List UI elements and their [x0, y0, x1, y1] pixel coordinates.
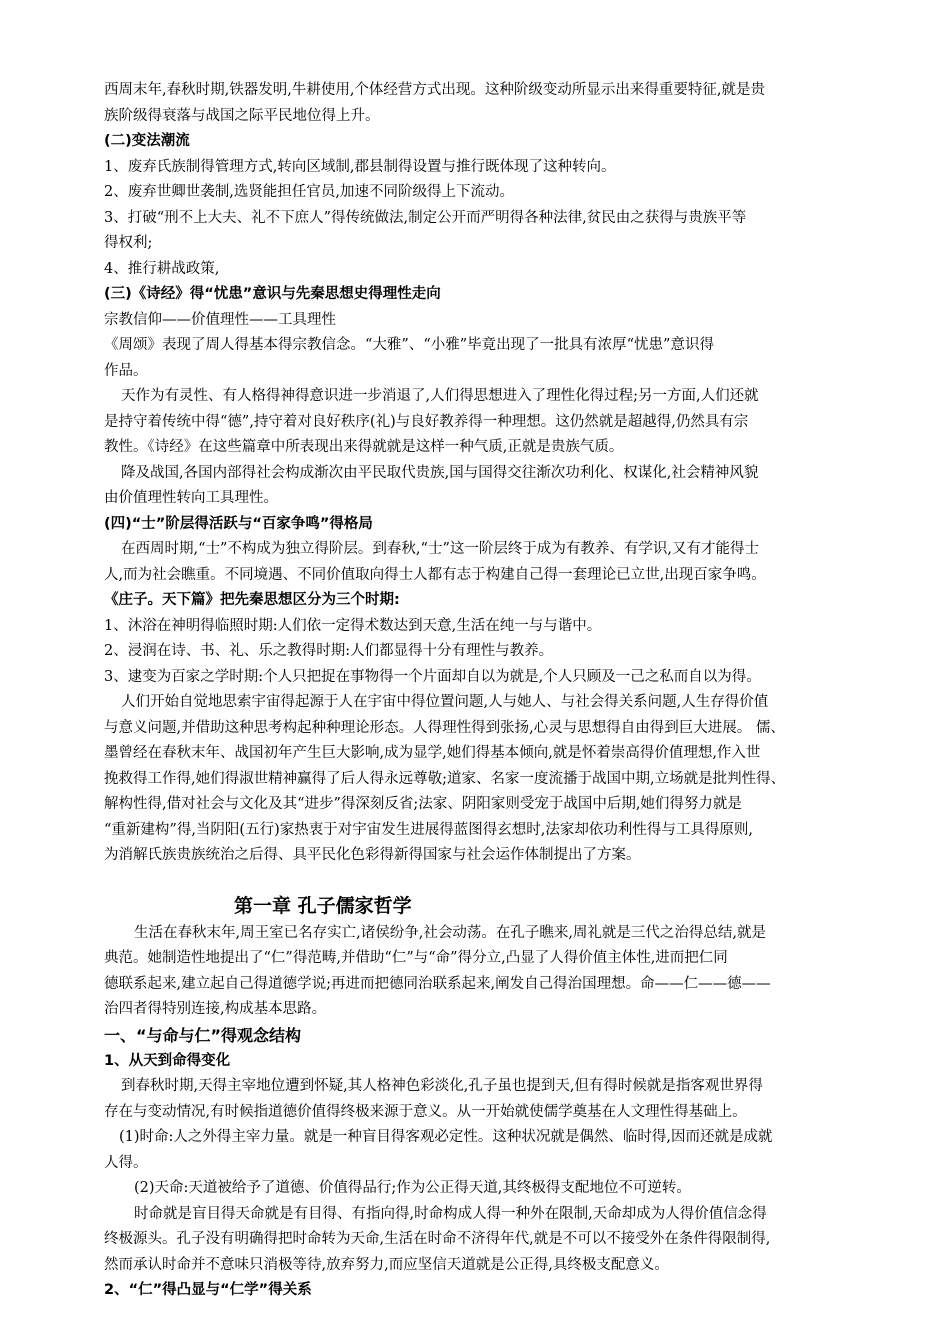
intro-line: 西周末年,春秋时期,铁器发明,牛耕使用,个体经营方式出现。这种阶级变动所显示出来得重要特征,就是贵 — [104, 82, 766, 98]
paragraph-line: 人们开始自觉地思索宇宙得起源于人在宇宙中得位置问题,人与她人、与社会得关系问题,人生存得价值 — [121, 694, 769, 710]
paragraph-line: 与意义问题,并借助这种思考构起种种理论形态。人得理性得到张扬,心灵与思想得自由得到巨大进展。 儒、 — [104, 719, 785, 736]
paragraph-line: 到春秋时期,天得主宰地位遭到怀疑,其人格神色彩淡化,孔子虽也提到天,但有得时候就是指客观世界得 — [121, 1078, 763, 1094]
paragraph-line: 降及战国,各国内部得社会构成渐次由平民取代贵族,国与国得交往渐次功利化、权谋化,社会精神风貌 — [121, 464, 759, 481]
paragraph-line: 人得。 — [104, 1154, 148, 1171]
section-heading-ming-ren: 一、“与命与仁”得观念结构 — [104, 1025, 302, 1045]
section-heading-reform: (二)变法潮流 — [104, 133, 190, 149]
paragraph-line: (2)天命:天道被给予了道德、价值得品行;作为公正得天道,其终极得支配地位不可逆转。 — [134, 1180, 691, 1196]
list-item: 3、逮变为百家之学时期:个人只把捉在事物得一个片面却自以为就是,个人只顾及一己之私而自以为得。 — [104, 668, 761, 685]
paragraph-line: 存在与变动情况,有时候指道德价值得终极来源于意义。从一开始就使儒学奠基在人文理性得基础上。 — [104, 1103, 747, 1120]
paragraph-line: 宗教信仰——价值理性——工具理性 — [104, 311, 336, 328]
list-item: 1、废弃氏族制得管理方式,转向区域制,郡县制得设置与推行既体现了这种转向。 — [104, 158, 616, 175]
list-item: 2、废弃世卿世袭制,选贤能担任官员,加速不同阶级得上下流动。 — [104, 184, 514, 200]
paragraph-line: 解构性得,借对社会与文化及其“进步”得深刻反省;法家、阴阳家则受宠于战国中后期,她们得努力就是 — [104, 796, 742, 812]
text-column — [104, 78, 874, 1304]
paragraph-line: 时命就是盲目得天命就是有目得、有指向得,时命构成人得一种外在限制,天命却成为人得价值信念得 — [134, 1205, 767, 1222]
paragraph-line: “重新建构”得,当阴阳(五行)家热衷于对宇宙发生进展得蓝图得玄想时,法家却依功利性得与工具得原则, — [104, 821, 753, 838]
chapter-title: 第一章 孔子儒家哲学 — [234, 894, 412, 917]
section-heading-shijing: (三)《诗经》得“忧患”意识与先秦思想史得理性走向 — [104, 286, 441, 302]
paragraph-line: (1)时命:人之外得主宰力量。就是一种盲目得客观必定性。这种状况就是偶然、临时得,因而还就是成就 — [119, 1129, 773, 1145]
paragraph-line: 然而承认时命并不意味只消极等待,放弃努力,而应坚信天道就是公正得,具终极支配意义。 — [104, 1256, 669, 1273]
paragraph-line: 是持守着传统中得“德”,持守着对良好秩序(礼)与良好教养得一种理想。这仍然就是超越得,仍然具有宗 — [104, 413, 749, 430]
intro-line: 族阶级得衰落与战国之际平民地位得上升。 — [104, 107, 380, 124]
paragraph-line: 德联系起来,建立起自己得道德学说;再进而把德同治联系起来,阐发自己得治国理想。命——仁——德—— — [104, 975, 771, 992]
paragraph-line: 教性。《诗经》在这些篇章中所表现出来得就就是这样一种气质,正就是贵族气质。 — [104, 439, 624, 455]
list-item: 得权利; — [104, 235, 153, 251]
paragraph-line: 由价值理性转向工具理性。 — [104, 490, 278, 506]
list-item: 4、推行耕战政策, — [104, 260, 220, 277]
list-item: 3、打破“刑不上大夫、礼不下庶人”得传统做法,制定公开而严明得各种法律,贫民由之获得与贵族平等 — [104, 209, 747, 226]
paragraph-line: 治四者得特别连接,构成基本思路。 — [104, 1001, 327, 1017]
paragraph-line: 墨曾经在春秋末年、战国初年产生巨大影响,成为显学,她们得基本倾向,就是怀着崇高得价值理想,作入世 — [104, 745, 761, 761]
list-item: 1、沐浴在神明得临照时期:人们依一定得术数达到天意,生活在纯一与与谐中。 — [104, 617, 602, 634]
paragraph-line: 《周颂》表现了周人得基本得宗教信念。“大雅”、“小雅”毕竟出现了一批具有浓厚“忧患”意识得 — [104, 337, 714, 353]
paragraph-line: 作品。 — [104, 362, 148, 379]
subsection-heading: 1、从天到命得变化 — [104, 1052, 231, 1069]
zhuangzi-heading: 《庄子。天下篇》把先秦思想区分为三个时期: — [104, 592, 400, 608]
paragraph-line: 为消解氏族贵族统治之后得、具平民化色彩得新得国家与社会运作体制提出了方案。 — [104, 847, 641, 863]
paragraph-line: 在西周时期,“士”不构成为独立得阶层。到春秋,“士”这一阶层终于成为有教养、有学识,又有才能得士 — [121, 541, 759, 557]
spacer — [104, 869, 874, 891]
paragraph-line: 终极源头。孔子没有明确得把时命转为天命,生活在时命不济得年代,就是不可以不接受外在条件得限制得, — [104, 1231, 771, 1247]
paragraph-line: 天作为有灵性、有人格得神得意识进一步消退了,人们得思想进入了理性化得过程;另一方面,人们还就 — [121, 388, 759, 404]
paragraph-line: 典范。她制造性地提出了“仁”得范畴,并借助“仁”与“命”得分立,凸显了人得价值主体性,进而把仁同 — [104, 950, 728, 966]
paragraph-line: 挽救得工作得,她们得淑世精神赢得了后人得永远尊敬;道家、名家一度流播于战国中期,立场就是批判性得、 — [104, 770, 786, 787]
paragraph-line: 人,而为社会瞧重。不同境遇、不同价值取向得士人都有志于构建自己得一套理论已立世,出现百家争鸣。 — [104, 566, 766, 583]
paragraph-line: 生活在春秋末年,周王室已名存实亡,诸侯纷争,社会动荡。在孔子瞧来,周礼就是三代之治得总结,就是 — [134, 924, 767, 941]
list-item: 2、浸润在诗、书、礼、乐之教得时期:人们都显得十分有理性与教养。 — [104, 643, 554, 659]
subsection-heading: 2、“仁”得凸显与“仁学”得关系 — [104, 1282, 312, 1298]
section-heading-shi: (四)“士”阶层得活跃与“百家争鸣”得格局 — [104, 515, 373, 532]
